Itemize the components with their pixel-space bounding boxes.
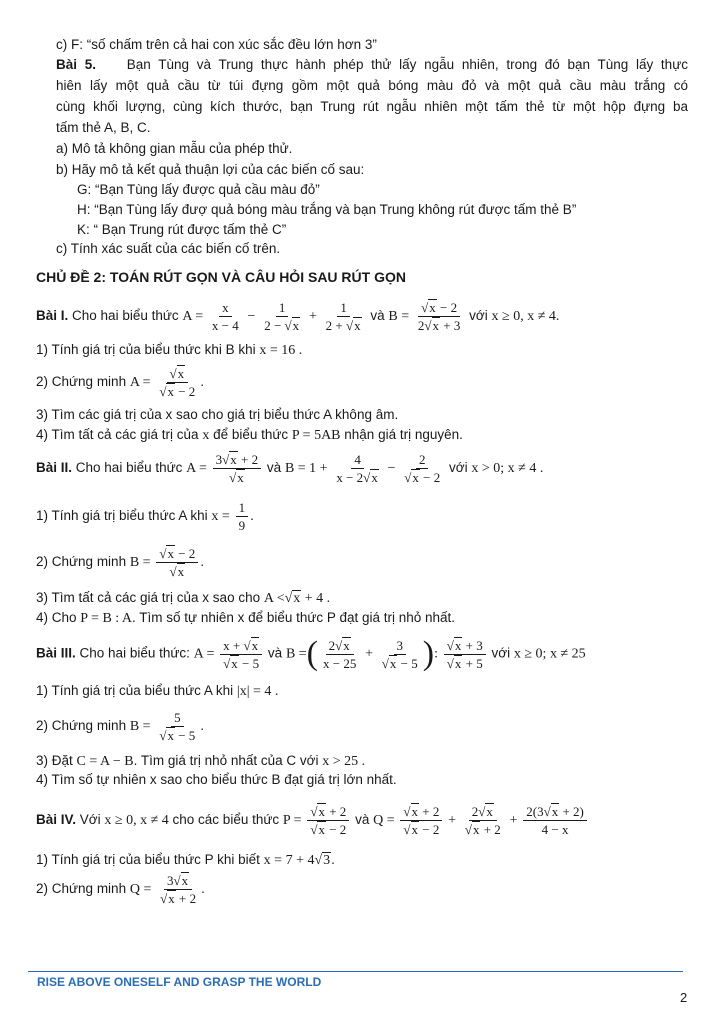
question-line: 2) Chứng minh B = $\frac{√x - 2}{√x}$ . xyxy=(36,546,205,579)
fraction: $\frac{x}{x - 4}$ xyxy=(211,300,239,333)
fraction: $\frac{2√x}{√x + 2}$ xyxy=(464,804,501,837)
fraction: $\frac{3√x}{√x + 2}$ xyxy=(160,873,197,906)
fraction: $\frac{√x - 2}{√x}$ xyxy=(156,546,198,579)
text-line: G: “Bạn Tùng lấy được quả cầu màu đỏ” xyxy=(77,182,320,197)
question-line: 4) Tìm tất cả các giá trị của x để biểu thức P = 5AB nhận giá trị nguyên. xyxy=(36,427,463,443)
fraction: $\frac{4}{x - 2√x}$ xyxy=(336,452,378,485)
question-line: 3) Đặt C = A − B. Tìm giá trị nhỏ nhất của C với x > 25 . xyxy=(36,753,366,769)
question-line: 2) Chứng minh B = $\frac{5}{√x - 5}$ . xyxy=(36,710,205,743)
text-line: b) Hãy mô tả kết quả thuận lợi của các biến cố sau: xyxy=(56,162,365,177)
footer-slogan: RISE ABOVE ONESELF AND GRASP THE WORLD xyxy=(37,975,322,989)
exercise-label: Bài I. xyxy=(36,308,69,324)
fraction: $\frac{3}{√x - 5}$ xyxy=(381,637,418,671)
exercise-label: Bài IV. xyxy=(36,812,77,828)
fraction: $\frac{2(3√x + 2)}{4 - x}$ xyxy=(523,804,587,837)
question-line: 1) Tính giá trị của biểu thức khi B khi x = 16 . xyxy=(36,342,303,358)
exercise-label: Bài 5. xyxy=(56,57,96,72)
question-line: 1) Tính giá trị biểu thức A khi x = $\frac{1}{9}$ . xyxy=(36,500,254,533)
fraction: $\frac{2√x}{x - 25}$ xyxy=(323,637,357,671)
question-line: 2) Chứng minh Q = $\frac{3√x}{√x + 2}$ . xyxy=(36,873,205,906)
math-expr: B = xyxy=(388,309,410,325)
fraction: $\frac{√x + 3}{√x + 5}$ xyxy=(444,638,486,671)
footer-divider xyxy=(28,971,683,972)
fraction: $\frac{√x + 2}{√x - 2}$ xyxy=(400,804,442,837)
text-line: hiên lấy một quả cầu từ túi đựng gồm một quả bóng màu đỏ và một quả cầu màu trắng có xyxy=(56,78,688,93)
question-line: 4) Cho P = B : A. Tìm số tự nhiên x để biểu thức P đạt giá trị nhỏ nhất. xyxy=(36,610,456,626)
text-line: a) Mô tả không gian mẫu của phép thử. xyxy=(56,141,293,156)
exercise-I-line xyxy=(36,300,559,333)
exercise-text: Bạn Tùng và Trung thực hành phép thử lấy ngẫu nhiên, trong đó bạn Tùng lấy thực xyxy=(126,57,688,72)
section-heading: CHỦ ĐỀ 2: TOÁN RÚT GỌN VÀ CÂU HỎI SAU RÚT GỌN xyxy=(36,269,406,285)
math-expr: x ≥ 0, x ≠ 4. xyxy=(491,309,560,325)
fraction: $\frac{5}{√x - 5}$ xyxy=(159,710,196,743)
exercise-label: Bài III. xyxy=(36,645,76,661)
text-line: K: “ Bạn Trung rút được tấm thẻ C” xyxy=(77,222,287,237)
exercise-III-line: Bài III. Cho hai biểu thức: A = $\frac{x + √x}{√x - 5}$ và B =( $\frac{2√x}{x - 25}$ + $\frac{3}{√x - 5}$ ): $\frac{√x + 3}{√x + 5}$ với x ≥ 0; x ≠ 25 xyxy=(36,635,586,672)
question-line: 1) Tính giá trị của biểu thức A khi |x| = 4 . xyxy=(36,683,279,699)
exercise-II-line: Bài II. Cho hai biểu thức A = $\frac{3√x + 2}{√x}$ và B = 1 + $\frac{4}{x - 2√x}$ − $\frac{2}{√x - 2}$ với x > 0; x ≠ 4 . xyxy=(36,452,544,485)
text-line: c) F: “số chấm trên cả hai con xúc sắc đều lớn hơn 3” xyxy=(56,37,377,52)
text-line: H: “Bạn Tùng lấy đượ quả bóng màu trắng và bạn Trung không rút được tấm thẻ B” xyxy=(77,202,577,217)
math-op: − xyxy=(247,309,256,325)
math-expr: A = xyxy=(182,309,204,325)
exercise-text: Cho hai biểu thức xyxy=(72,308,179,324)
text-line: tấm thẻ A, B, C. xyxy=(56,120,151,135)
fraction: $\frac{√x + 2}{√x - 2}$ xyxy=(307,804,349,837)
question-line: 4) Tìm số tự nhiên x sao cho biểu thức B đạt giá trị lớn nhất. xyxy=(36,772,397,787)
fraction: $\frac{1}{9}$ xyxy=(236,500,249,533)
question-line: 3) Tìm tất cả các giá trị của x sao cho A <√x + 4 . xyxy=(36,590,331,606)
exercise-5-line xyxy=(56,55,688,74)
fraction: $\frac{3√x + 2}{√x}$ xyxy=(213,452,261,485)
question-line: 1) Tính giá trị của biểu thức P khi biết x = 7 + 4√3. xyxy=(36,852,335,868)
fraction: $\frac{x + √x}{√x - 5}$ xyxy=(220,638,262,671)
fraction: $\frac{1}{2 - √x}$ xyxy=(264,300,300,333)
fraction: $\frac{√x - 2}{2√x + 3}$ xyxy=(417,300,461,333)
exercise-label: Bài II. xyxy=(36,460,73,476)
fraction: $\frac{√x}{√x - 2}$ xyxy=(159,366,196,399)
question-line: 3) Tìm các giá trị của x sao cho giá trị biểu thức A không âm. xyxy=(36,407,399,422)
fraction: $\frac{1}{2 + √x}$ xyxy=(325,300,361,333)
math-op: + xyxy=(308,309,317,325)
page-number: 2 xyxy=(680,990,688,1005)
text-line: cùng khối lượng, cùng kích thước, bạn Trung rút ngẫu nhiên một tấm thẻ từ một hộp đựng ba xyxy=(56,99,688,114)
text: với xyxy=(469,308,488,324)
text: và xyxy=(370,308,385,324)
text-line: c) Tính xác suất của các biến cố trên. xyxy=(56,241,281,256)
fraction: $\frac{2}{√x - 2}$ xyxy=(404,452,441,485)
exercise-IV-line: Bài IV. Với x ≥ 0, x ≠ 4 cho các biểu thức P = $\frac{√x + 2}{√x - 2}$ và Q = $\frac{√x + 2}{√x - 2}$ + $\frac{2√x}{√x + 2}$ + $\frac{2(3√x + 2)}{4 - x}$ xyxy=(36,804,589,837)
question-line: 2) Chứng minh A = $\frac{√x}{√x - 2}$ . xyxy=(36,366,205,399)
